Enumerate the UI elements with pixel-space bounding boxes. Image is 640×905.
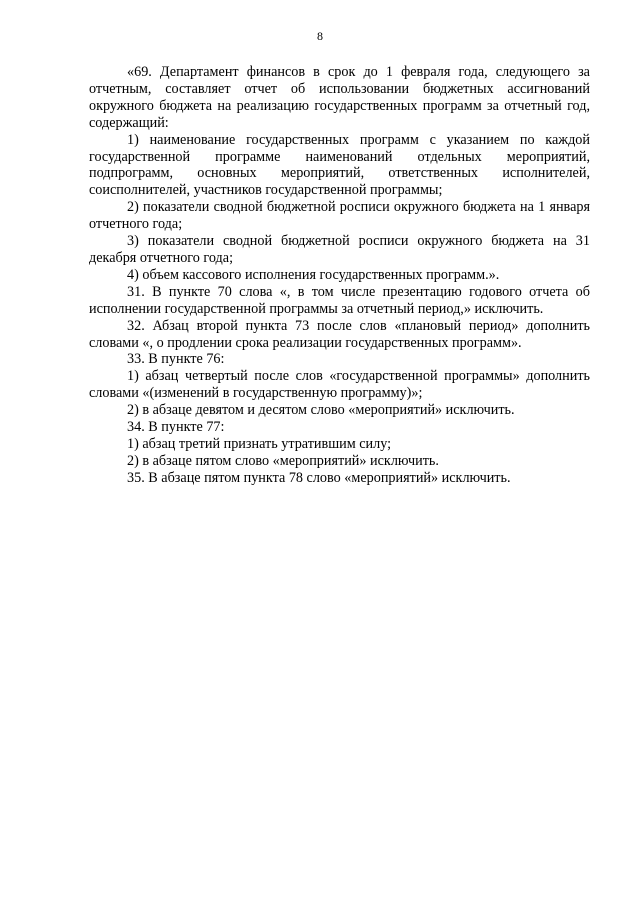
amendment-32: 32. Абзац второй пункта 73 после слов «плановый период» дополнить словами «, о продлении срока реализации государственных программ». — [89, 317, 590, 351]
paragraph-69-item-2: 2) показатели сводной бюджетной росписи окружного бюджета на 1 января отчетного года; — [89, 199, 590, 233]
amendment-34-item-1: 1) абзац третий признать утратившим силу; — [127, 435, 392, 452]
amendment-33-item-2: 2) в абзаце девятом и десятом слово «мероприятий» исключить. — [127, 402, 515, 419]
amendment-34: 34. В пункте 77: — [127, 419, 225, 436]
page-number: 8 — [317, 29, 323, 43]
paragraph-69-item-4: 4) объем кассового исполнения государственных программ.». — [127, 266, 500, 283]
paragraph-69-item-3: 3) показатели сводной бюджетной росписи окружного бюджета на 31 декабря отчетного года; — [89, 233, 590, 266]
amendment-34-item-2: 2) в абзаце пятом слово «мероприятий» исключить. — [127, 452, 439, 469]
amendment-33: 33. В пункте 76: — [127, 351, 225, 368]
paragraph-69-item-1: 1) наименование государственных программ с указанием по каждой государственной программе наименований отдельных мероприятий, подпрограмм, основных мероприятий, ответственных исполнителей, соисполнителей, участников государственной программы; — [89, 131, 590, 199]
amendment-31: 31. В пункте 70 слова «, в том числе презентацию годового отчета об исполнении государственной программы за отчетный период,» исключить. — [89, 283, 590, 317]
amendment-35: 35. В абзаце пятом пункта 78 слово «мероприятий» исключить. — [127, 469, 511, 486]
paragraph-69: «69. Департамент финансов в срок до 1 февраля года, следующего за отчетным, составляет отчет об использовании бюджетных ассигнований окружного бюджета на реализацию государственных программ за отчетный год, содержащий: — [89, 64, 590, 131]
document-body — [89, 64, 590, 487]
amendment-33-item-1: 1) абзац четвертый после слов «государственной программы» дополнить словами «(изменений в государственную программу)»; — [89, 368, 590, 402]
